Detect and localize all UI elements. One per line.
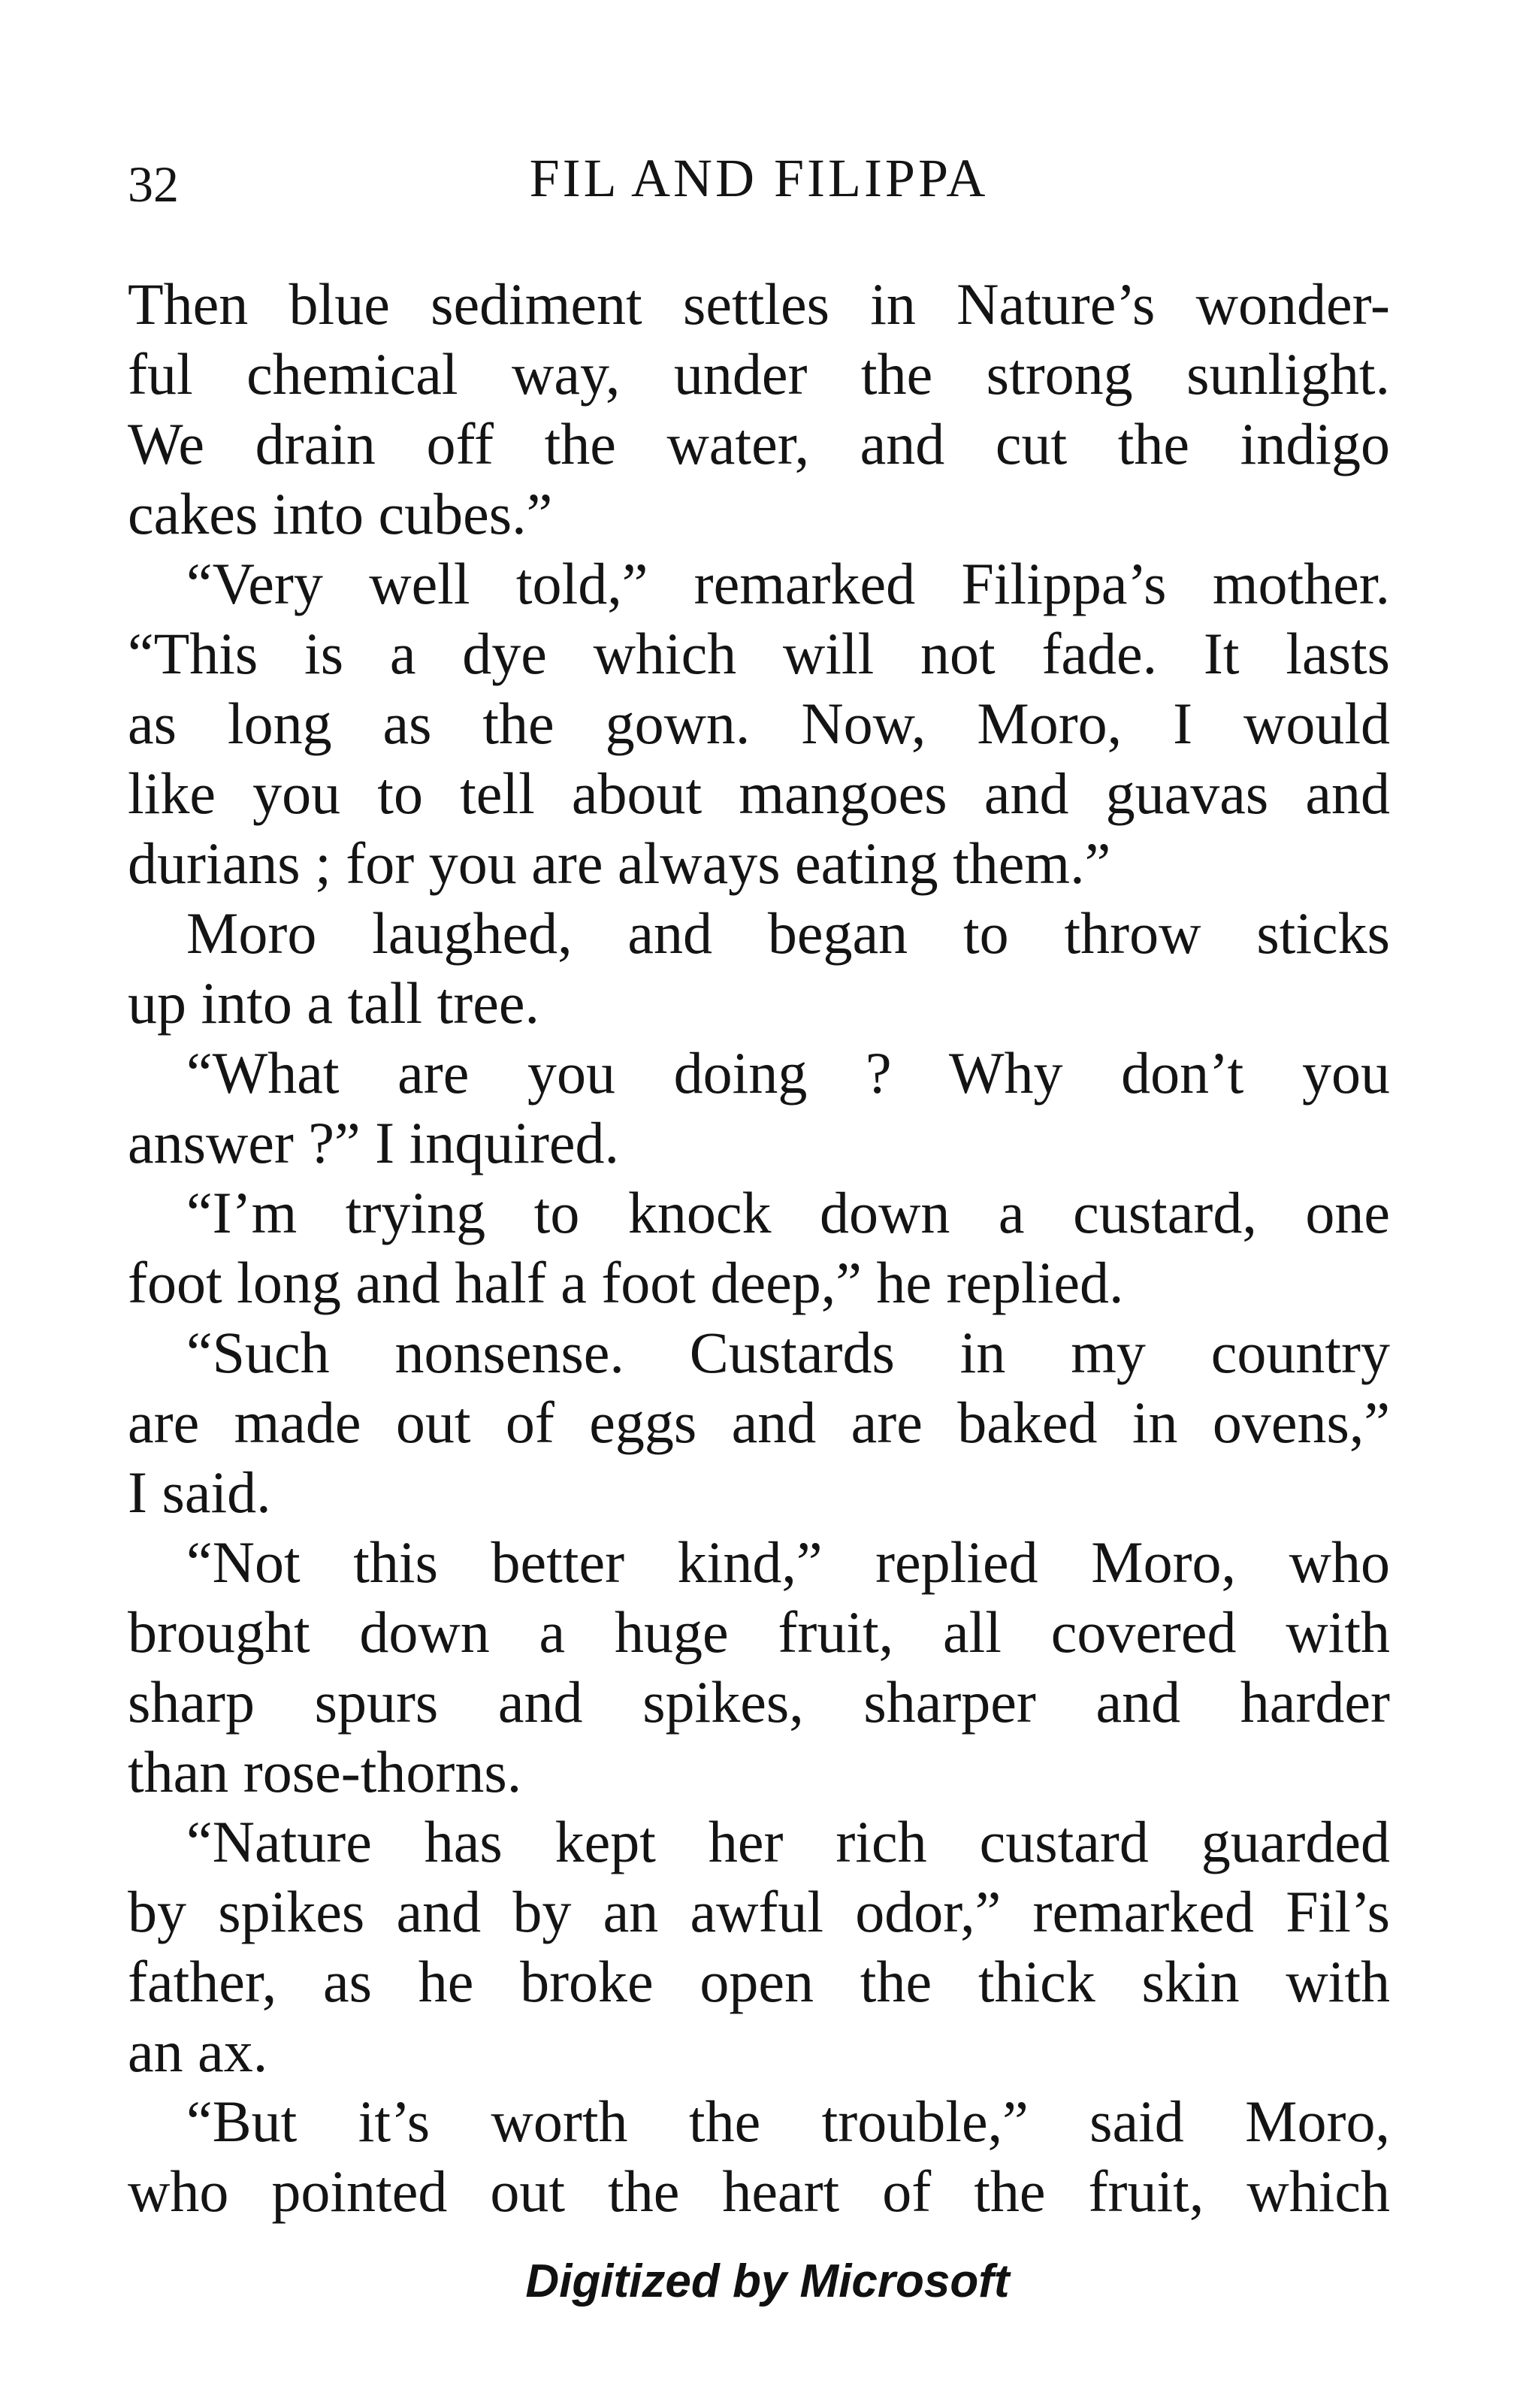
text-line: “Very well told,” remarked Filippa’s mother.	[186, 551, 1390, 616]
text-line: like you to tell about mangoes and guavas and	[128, 761, 1390, 826]
text-line: foot long and half a foot deep,” he replied.	[128, 1250, 1124, 1315]
text-line: brought down a huge fruit, all covered with	[128, 1599, 1390, 1665]
text-line: We drain off the water, and cut the indigo	[128, 411, 1390, 476]
text-line: as long as the gown. Now, Moro, I would	[128, 691, 1390, 756]
text-line: “Nature has kept her rich custard guarded	[186, 1809, 1390, 1874]
text-line: an ax.	[128, 2019, 268, 2084]
text-line: Moro laughed, and began to throw sticks	[186, 900, 1390, 966]
text-line: than rose-thorns.	[128, 1739, 522, 1804]
text-line: I said.	[128, 1460, 271, 1525]
text-line: are made out of eggs and are baked in ovens,”	[128, 1390, 1390, 1455]
text-line: “I’m trying to knock down a custard, one	[186, 1180, 1390, 1245]
text-line: “What are you doing ? Why don’t you	[186, 1040, 1390, 1106]
text-line: by spikes and by an awful odor,” remarked Fil’s	[128, 1879, 1390, 1944]
text-line: durians ; for you are always eating them.”	[128, 830, 1111, 896]
running-title: FIL AND FILIPPA	[529, 148, 989, 208]
text-line: “Such nonsense. Custards in my country	[186, 1320, 1390, 1385]
text-line: answer ?” I inquired.	[128, 1110, 620, 1175]
text-line: Then blue sediment settles in Nature’s wonder-	[128, 271, 1390, 337]
text-line: sharp spurs and spikes, sharper and harder	[128, 1669, 1390, 1735]
text-line: ful chemical way, under the strong sunlight.	[128, 341, 1390, 407]
text-line: father, as he broke open the thick skin with	[128, 1949, 1390, 2014]
text-line: up into a tall tree.	[128, 970, 539, 1036]
text-line: “Not this better kind,” replied Moro, who	[186, 1529, 1390, 1595]
page-number: 32	[128, 156, 179, 213]
digitization-watermark: Digitized by Microsoft	[525, 2255, 1010, 2307]
text-line: cakes into cubes.”	[128, 481, 553, 546]
text-line: “This is a dye which will not fade. It lasts	[128, 621, 1390, 686]
body-text	[128, 269, 1390, 2226]
text-line: “But it’s worth the trouble,” said Moro,	[186, 2089, 1390, 2154]
text-line: who pointed out the heart of the fruit, which	[128, 2158, 1390, 2224]
running-head	[128, 147, 1390, 222]
